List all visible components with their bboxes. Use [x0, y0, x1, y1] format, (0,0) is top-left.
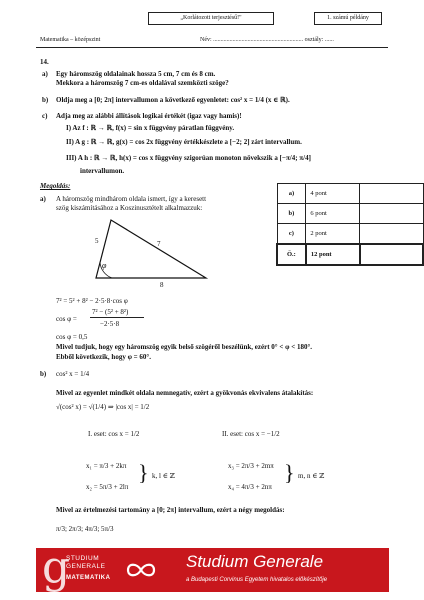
score-points: 4 pont [306, 184, 360, 204]
brand-line2: GENERALE [66, 563, 106, 570]
problem-a-label: a) [42, 70, 48, 78]
score-points: 2 pont [306, 224, 360, 245]
solution-b-text1: Mivel az egyenlet mindkét oldala nemnegatív, ezért a gyökvonás ekvivalens átalakítás: [56, 389, 314, 397]
solution-b-result: π/3; 2π/3; 4π/3; 5π/3 [56, 525, 114, 533]
problem-c2: II) A g : ℝ → ℝ, g(x) = cos 2x függvény értékkészlete a [−2; 2] zárt intervallum. [66, 138, 302, 146]
score-points: 12 pont [306, 244, 360, 265]
solution-b-label: b) [40, 370, 47, 378]
equation-cos-lhs: cos φ = [56, 315, 77, 323]
solution-title: Megoldás: [40, 182, 71, 190]
infinity-icon [124, 560, 158, 580]
solution-a-text1: A háromszög mindhárom oldala ismert, így a keresett [56, 195, 207, 203]
problem-b-label: b) [42, 96, 49, 104]
problem-number: 14. [40, 58, 49, 66]
case-two: II. eset: cos x = −1/2 [222, 430, 280, 438]
problem-b-text: Oldja meg a [0; 2π] intervallumon a következő egyenletet: cos² x = 1/4 (x ∈ ℝ). [56, 96, 290, 104]
solution-x4: x₄ = 4π/3 + 2nπ [228, 483, 272, 491]
header-rule [36, 47, 388, 48]
triangle-angle: φ [102, 261, 107, 270]
footer-title: Studium Generale [186, 552, 324, 571]
score-blank [360, 184, 423, 204]
equation-cos-numerator: 7² − (5² + 8²) [92, 308, 129, 316]
brand-line1: STUDIUM [66, 555, 100, 562]
header-name-field: Név: ............................................................ osztály: ...... [200, 37, 334, 43]
problem-c3b: intervallumon. [80, 167, 125, 175]
brand-line3: MATEMATIKA [66, 575, 111, 581]
equation-b-sqrt: √(cos² x) = √(1/4) ⇒ |cos x| = 1/2 [56, 403, 150, 411]
score-label: b) [277, 204, 306, 224]
solution-a-label: a) [40, 195, 46, 203]
problem-c3: III) A h : ℝ → ℝ, h(x) = cos x függvény szigorúan monoton növekszik a [−π/4; π/4] [66, 154, 311, 162]
score-label: c) [277, 224, 306, 245]
problem-a-line2: Mekkora a háromszög 7 cm-es oldalával szemközti szöge? [56, 79, 229, 87]
header-subject: Matematika – középszint [40, 37, 101, 43]
score-label: a) [277, 184, 306, 204]
solution-a-text2: szög kiszámításához a Koszinusztételt alkalmazzuk: [56, 204, 203, 212]
score-blank [360, 244, 423, 265]
solution-x2: x₂ = 5π/3 + 2lπ [86, 483, 129, 491]
fraction-bar [90, 317, 144, 318]
solution-x3: x₃ = 2π/3 + 2mπ [228, 462, 274, 470]
problem-c-label: c) [42, 112, 48, 120]
brace-right: } [284, 460, 295, 485]
logo-letter: g [42, 542, 71, 593]
triangle-side-bottom: 8 [160, 281, 164, 289]
problem-c-text: Adja meg az alábbi állítások logikai értékét (igaz vagy hamis)! [56, 112, 242, 120]
footer-banner [36, 542, 389, 593]
solution-set-mn: m, n ∈ ℤ [298, 472, 325, 480]
header-copy: 1. számú példány [314, 12, 382, 25]
note-interior-angle: Mivel tudjuk, hogy egy háromszög egyik belső szögéről beszélünk, ezért 0° < φ < 180°. [56, 343, 312, 351]
score-label: Ö.: [277, 244, 306, 265]
solution-b-text2: Mivel az értelmezési tartomány a [0; 2π] intervallum, ezért a négy megoldás: [56, 506, 285, 514]
equation-b-original: cos² x = 1/4 [56, 370, 90, 378]
equation-cos-denominator: −2·5·8 [100, 320, 120, 328]
problem-a-line1: Egy háromszög oldalainak hossza 5 cm, 7 cm és 8 cm. [56, 70, 216, 78]
score-table [276, 183, 424, 266]
triangle-diagram [86, 212, 216, 292]
footer-subtitle: a Budapesti Corvinus Egyetem hivatalos előkészítője [186, 577, 328, 583]
note-result-angle: Ebből következik, hogy φ = 60°. [56, 353, 151, 361]
solution-set-kl: k, l ∈ ℤ [152, 472, 175, 480]
score-points: 6 pont [306, 204, 360, 224]
case-one: I. eset: cos x = 1/2 [88, 430, 140, 438]
score-blank [360, 224, 423, 245]
triangle-side-left: 5 [95, 237, 99, 245]
solution-x1: x₁ = π/3 + 2kπ [86, 462, 127, 470]
header-tag: „Korlátozott terjesztésű!" [148, 12, 274, 25]
score-blank [360, 204, 423, 224]
problem-c1: I) Az f : ℝ → ℝ, f(x) = sin x függvény páratlan függvény. [66, 124, 235, 132]
equation-cosine-law: 7² = 5² + 8² − 2·5·8·cos φ [56, 297, 128, 305]
brace-left: } [138, 460, 149, 485]
equation-cos-result: cos φ = 0,5 [56, 333, 88, 341]
triangle-side-right: 7 [157, 240, 161, 248]
